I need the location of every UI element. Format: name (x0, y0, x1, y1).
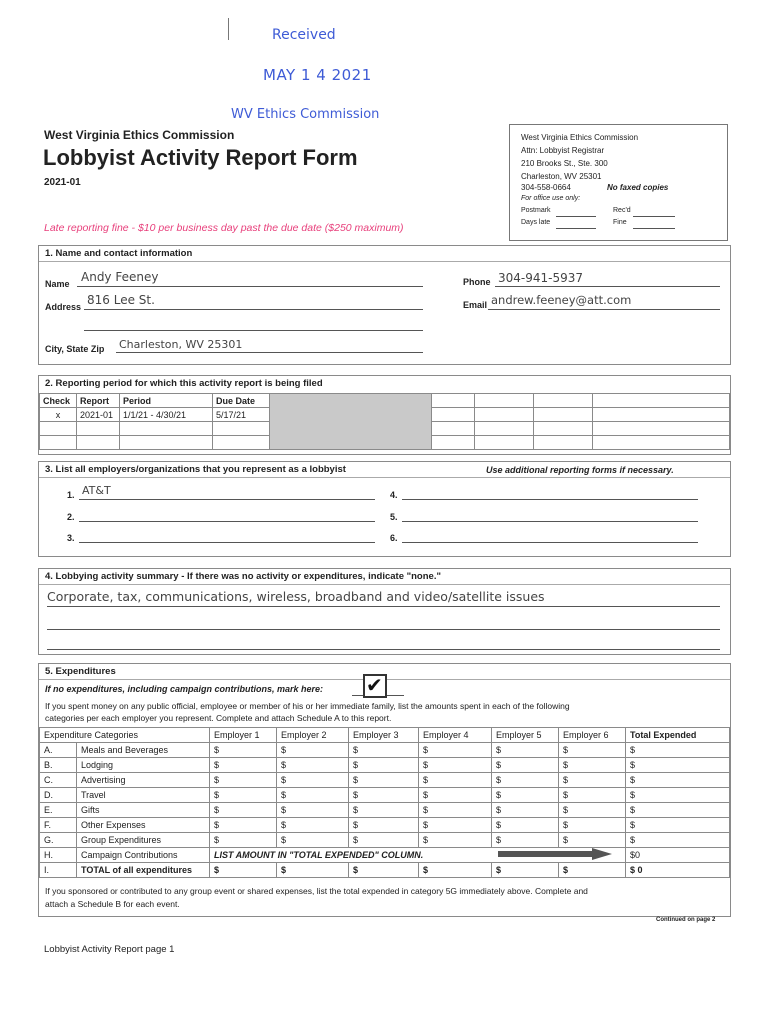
fine-line (633, 228, 675, 229)
employer-3-line (79, 542, 375, 543)
campaign-total[interactable]: $0 (626, 848, 730, 863)
no-expenditures-label: If no expenditures, including campaign contributions, mark here: (45, 684, 324, 694)
row-letter: A. (40, 743, 77, 758)
category-label: Group Expenditures (77, 833, 210, 848)
section-5-title: 5. Expenditures (45, 666, 116, 677)
empty-cell (432, 394, 475, 408)
employer-4-amount[interactable]: $ (419, 773, 492, 788)
col-employer-3: Employer 3 (349, 728, 419, 743)
email-field[interactable]: andrew.feeney@att.com (491, 293, 632, 307)
employer-1-amount[interactable]: $ (210, 788, 277, 803)
employer-1-num: 1. (67, 490, 75, 500)
name-label: Name (45, 279, 70, 289)
employer-5-amount[interactable]: $ (492, 743, 559, 758)
csz-line (116, 352, 423, 353)
empty-cell (593, 436, 730, 450)
empty-cell (40, 422, 77, 436)
office-use-label: For office use only: (521, 195, 581, 202)
col-employer-6: Employer 6 (559, 728, 626, 743)
empty-cell (475, 408, 534, 422)
employer-1-amount[interactable]: $ (210, 803, 277, 818)
expenditure-instructions-2: categories per each employer you represent. Complete and attach Schedule A to this report. (45, 713, 392, 723)
employer-6-num: 6. (390, 533, 398, 543)
group-event-instructions-2: attach a Schedule B for each event. (45, 899, 180, 909)
section-1-title: 1. Name and contact information (45, 248, 193, 259)
activity-summary-field[interactable]: Corporate, tax, communications, wireless, broadband and video/satellite issues (47, 589, 545, 604)
total-expended-cell[interactable]: $ (626, 773, 730, 788)
employer-5-amount[interactable]: $ (492, 818, 559, 833)
empty-cell (213, 436, 270, 450)
phone-field[interactable]: 304-941-5937 (498, 271, 584, 285)
section-contact-info (38, 245, 731, 365)
employer-3-amount[interactable]: $ (349, 833, 419, 848)
employer-2-amount[interactable]: $ (277, 743, 349, 758)
summary-line-1 (47, 606, 720, 607)
empty-cell (534, 422, 593, 436)
empty-cell (534, 394, 593, 408)
employer-2-amount[interactable]: $ (277, 773, 349, 788)
col-employer-5: Employer 5 (492, 728, 559, 743)
col-categories: Expenditure Categories (40, 728, 210, 743)
table-row (40, 773, 730, 788)
employer-5-amount[interactable]: $ (492, 758, 559, 773)
arrow-cell (492, 848, 626, 863)
employer-6-amount[interactable]: $ (559, 788, 626, 803)
days-late-label: Days late (521, 219, 551, 226)
employer-1-amount[interactable]: $ (210, 773, 277, 788)
col-due-date: Due Date (213, 394, 270, 408)
commission-stamp: WV Ethics Commission (231, 107, 380, 122)
city-state-zip-field[interactable]: Charleston, WV 25301 (119, 338, 243, 351)
stamp-divider (228, 18, 229, 40)
phone-line (495, 286, 720, 287)
row-letter: D. (40, 788, 77, 803)
employer-4-amount[interactable]: $ (419, 743, 492, 758)
mailbox-phone: 304-558-0664 (521, 183, 571, 192)
expenditure-rows (40, 743, 730, 878)
campaign-note: LIST AMOUNT IN "TOTAL EXPENDED" COLUMN. (210, 848, 492, 863)
employer-1-field[interactable]: AT&T (82, 484, 111, 497)
empty-cell (77, 436, 120, 450)
total-expended-cell[interactable]: $ (626, 833, 730, 848)
total-expended-cell[interactable]: $ (626, 818, 730, 833)
col-employer-4: Employer 4 (419, 728, 492, 743)
employer-6-amount[interactable]: $ (559, 818, 626, 833)
section-4-title: 4. Lobbying activity summary - If there was no activity or expenditures, indicate "none." (45, 571, 441, 582)
table-row (40, 848, 730, 863)
employer-6-amount[interactable]: $ (559, 803, 626, 818)
row-letter: F. (40, 818, 77, 833)
email-label: Email (463, 300, 488, 310)
org-name: West Virginia Ethics Commission (44, 128, 235, 142)
employer-3-amount[interactable]: $ (349, 803, 419, 818)
total-expended-cell[interactable]: $ (626, 743, 730, 758)
empty-cell (593, 422, 730, 436)
empty-cell (534, 436, 593, 450)
row-letter: I. (40, 863, 77, 878)
postmark-line (556, 216, 596, 217)
employer-3-amount[interactable]: $ (349, 758, 419, 773)
address-line (84, 309, 423, 310)
address-field[interactable]: 816 Lee St. (87, 293, 155, 307)
section-3-title: 3. List all employers/organizations that you represent as a lobbyist (45, 464, 346, 475)
col-check: Check (40, 394, 77, 408)
employer-2-amount[interactable]: $ (277, 803, 349, 818)
mailbox-line-3: 210 Brooks St., Ste. 300 (521, 159, 608, 168)
table-row (40, 863, 730, 878)
mailbox-line-1: West Virginia Ethics Commission (521, 133, 639, 142)
section-activity-summary (38, 568, 731, 655)
employer-6-line (402, 542, 698, 543)
employer-4-amount[interactable]: $ (419, 833, 492, 848)
table-row (40, 803, 730, 818)
empty-cell (593, 394, 730, 408)
empty-cell (40, 436, 77, 450)
category-label: Advertising (77, 773, 210, 788)
shaded-block (270, 394, 432, 450)
employer-4-line (402, 499, 698, 500)
report-cell: 2021-01 (77, 408, 120, 422)
no-expenditures-checkbox[interactable] (363, 674, 387, 698)
name-field[interactable]: Andy Feeney (81, 270, 159, 284)
phone-label: Phone (463, 277, 491, 287)
page-footer: Lobbyist Activity Report page 1 (44, 944, 175, 955)
arrow-right-icon (496, 848, 612, 860)
row-letter: B. (40, 758, 77, 773)
employer-3-amount[interactable]: $ (349, 788, 419, 803)
total-employer-2[interactable]: $ (277, 863, 349, 878)
empty-cell (475, 394, 534, 408)
employer-2-amount[interactable]: $ (277, 758, 349, 773)
empty-cell (432, 422, 475, 436)
address-line-2 (84, 330, 423, 331)
col-employer-2: Employer 2 (277, 728, 349, 743)
checkmark-icon: ✔ (366, 675, 383, 697)
col-total-expended: Total Expended (626, 728, 730, 743)
table-row (40, 743, 730, 758)
total-expended-cell[interactable]: $ (626, 788, 730, 803)
employer-4-amount[interactable]: $ (419, 758, 492, 773)
employer-2-amount[interactable]: $ (277, 833, 349, 848)
employer-4-amount[interactable]: $ (419, 788, 492, 803)
table-row (40, 788, 730, 803)
empty-cell (120, 422, 213, 436)
summary-line-2 (47, 629, 720, 630)
section-employers (38, 461, 731, 557)
employer-2-amount[interactable]: $ (277, 788, 349, 803)
col-employer-1: Employer 1 (210, 728, 277, 743)
employer-5-line (402, 521, 698, 522)
recd-label: Rec'd (613, 207, 631, 214)
empty-cell (120, 436, 213, 450)
employer-4-amount[interactable]: $ (419, 803, 492, 818)
summary-line-3 (47, 649, 720, 650)
fine-label: Fine (613, 219, 627, 226)
form-title: Lobbyist Activity Report Form (43, 145, 358, 170)
total-employer-1[interactable]: $ (210, 863, 277, 878)
employer-2-num: 2. (67, 512, 75, 522)
empty-cell (593, 408, 730, 422)
table-header-row (40, 728, 730, 743)
category-label: Lodging (77, 758, 210, 773)
employer-2-line (79, 521, 375, 522)
total-expended-cell[interactable]: $ (626, 803, 730, 818)
late-fine-notice: Late reporting fine - $10 per business day past the due date ($250 maximum) (44, 222, 404, 234)
employer-1-amount[interactable]: $ (210, 818, 277, 833)
expenditure-table (39, 727, 730, 878)
employer-1-amount[interactable]: $ (210, 758, 277, 773)
address-label: Address (45, 302, 82, 312)
total-employer-4[interactable]: $ (419, 863, 492, 878)
employer-5-num: 5. (390, 512, 398, 522)
employer-6-amount[interactable]: $ (559, 833, 626, 848)
grand-total[interactable]: $ 0 (626, 863, 730, 878)
group-event-instructions-1: If you sponsored or contributed to any group event or shared expenses, list the total expended in category 5G immediately above. Complete and (45, 886, 588, 896)
mailbox-no-fax: No faxed copies (607, 183, 669, 192)
employer-4-num: 4. (390, 490, 398, 500)
form-code: 2021-01 (44, 177, 81, 188)
category-label: Meals and Beverages (77, 743, 210, 758)
section-2-title: 2. Reporting period for which this activity report is being filed (45, 378, 323, 389)
table-row (40, 758, 730, 773)
employer-1-line (79, 499, 375, 500)
additional-forms-note: Use additional reporting forms if necessary. (486, 465, 674, 475)
employer-5-amount[interactable]: $ (492, 803, 559, 818)
employer-3-num: 3. (67, 533, 75, 543)
continued-note: Continued on page 2 (656, 917, 716, 923)
empty-cell (475, 436, 534, 450)
mailbox-line-2: Attn: Lobbyist Registrar (521, 146, 605, 155)
postmark-label: Postmark (521, 207, 551, 214)
row-letter: H. (40, 848, 77, 863)
total-employer-5[interactable]: $ (492, 863, 559, 878)
employer-4-amount[interactable]: $ (419, 818, 492, 833)
col-period: Period (120, 394, 213, 408)
employer-6-amount[interactable]: $ (559, 758, 626, 773)
total-label: TOTAL of all expenditures (77, 863, 210, 878)
total-expended-cell[interactable]: $ (626, 758, 730, 773)
recd-line (633, 216, 675, 217)
row-letter: G. (40, 833, 77, 848)
table-row (40, 833, 730, 848)
mailbox-line-4: Charleston, WV 25301 (521, 172, 602, 181)
due-date-cell: 5/17/21 (213, 408, 270, 422)
employer-1-amount[interactable]: $ (210, 833, 277, 848)
employer-5-amount[interactable]: $ (492, 788, 559, 803)
check-cell[interactable]: x (40, 408, 77, 422)
category-label: Travel (77, 788, 210, 803)
employer-6-amount[interactable]: $ (559, 743, 626, 758)
empty-cell (432, 408, 475, 422)
employer-3-amount[interactable]: $ (349, 743, 419, 758)
csz-label: City, State Zip (45, 344, 105, 354)
employer-1-amount[interactable]: $ (210, 743, 277, 758)
empty-cell (475, 422, 534, 436)
total-employer-3[interactable]: $ (349, 863, 419, 878)
table-row (40, 818, 730, 833)
section-reporting-period (38, 375, 731, 455)
employer-2-amount[interactable]: $ (277, 818, 349, 833)
total-employer-6[interactable]: $ (559, 863, 626, 878)
received-stamp: Received (272, 27, 336, 43)
empty-cell (534, 408, 593, 422)
reporting-period-table (39, 393, 730, 450)
row-letter: C. (40, 773, 77, 788)
mailing-address-box (509, 124, 728, 241)
email-line (488, 309, 720, 310)
category-label: Other Expenses (77, 818, 210, 833)
empty-cell (432, 436, 475, 450)
period-cell: 1/1/21 - 4/30/21 (120, 408, 213, 422)
days-late-line (556, 228, 596, 229)
section-expenditures (38, 663, 731, 917)
empty-cell (213, 422, 270, 436)
employer-5-amount[interactable]: $ (492, 833, 559, 848)
col-report: Report (77, 394, 120, 408)
employer-3-amount[interactable]: $ (349, 818, 419, 833)
campaign-contributions-label: Campaign Contributions (77, 848, 210, 863)
empty-cell (77, 422, 120, 436)
name-line (77, 286, 423, 287)
received-date-stamp: MAY 1 4 2021 (263, 66, 372, 84)
employer-6-amount[interactable]: $ (559, 773, 626, 788)
row-letter: E. (40, 803, 77, 818)
category-label: Gifts (77, 803, 210, 818)
employer-5-amount[interactable]: $ (492, 773, 559, 788)
expenditure-instructions-1: If you spent money on any public official, employee or member of his or her immediate family, list the amounts spent in each of the following (45, 701, 570, 711)
employer-3-amount[interactable]: $ (349, 773, 419, 788)
